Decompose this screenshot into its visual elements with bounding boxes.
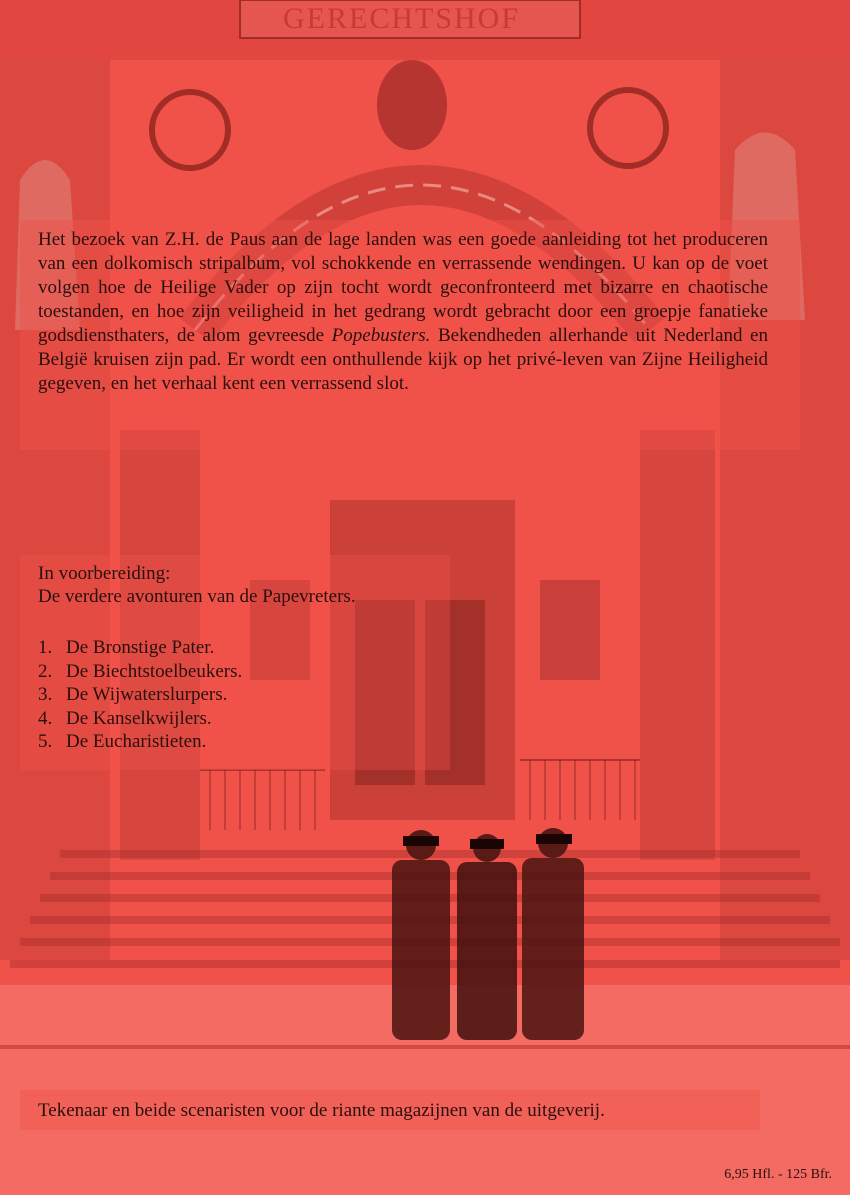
in-preparation-announcement	[38, 562, 356, 608]
announcement-subtitle: De verdere avonturen van de Papevreters.	[38, 586, 356, 607]
upcoming-titles-list	[38, 636, 242, 754]
list-number: 2.	[38, 660, 53, 682]
list-item	[38, 730, 242, 754]
back-cover-blurb	[38, 228, 768, 396]
list-number: 3.	[38, 684, 53, 705]
list-item	[38, 660, 242, 684]
list-number: 5.	[38, 731, 53, 752]
list-item	[38, 707, 242, 731]
list-item	[38, 636, 242, 660]
list-title: De Biechtstoelbeukers.	[66, 660, 243, 682]
three-men-figures	[392, 828, 584, 1040]
facade-inscription: GERECHTSHOF	[283, 2, 521, 35]
list-title: De Eucharistieten.	[66, 731, 207, 752]
blurb-text-part2: Bekendheden allerhande uit Nederland en België kruisen zijn pad. Er wordt een onthullende kijk op het privé-leven van Zijne Heiligheid gegeven, en het verhaal kent een verrassend slot.	[38, 325, 768, 394]
list-title: De Kanselkwijlers.	[66, 707, 212, 729]
price-label: 6,95 Hfl. - 125 Bfr.	[724, 1167, 832, 1182]
blurb-italic-title: Popebusters.	[331, 325, 431, 346]
announcement-heading: In voorbereiding:	[38, 563, 171, 584]
list-number: 4.	[38, 707, 53, 729]
list-item	[38, 683, 242, 707]
blurb-text-part1: Het bezoek van Z.H. de Paus aan de lage landen was een goede aanleiding tot het produceren van een dolkomisch stripalbum, vol schokkende en verrassende wendingen. U kan op de voet volgen hoe de Heilige Vader op zijn tocht wordt geconfronteerd met bizarre en chaotische toestanden, en hoe zijn veiligheid in het gedrang wordt gebracht door een groepje fanatieke godsdiensthaters, de alom gevreesde	[38, 229, 768, 346]
list-title: De Wijwaterslurpers.	[66, 684, 228, 705]
list-title: De Bronstige Pater.	[66, 637, 215, 658]
photo-caption: Tekenaar en beide scenaristen voor de riante magazijnen van de uitgeverij.	[38, 1100, 605, 1121]
list-number: 1.	[38, 637, 53, 658]
